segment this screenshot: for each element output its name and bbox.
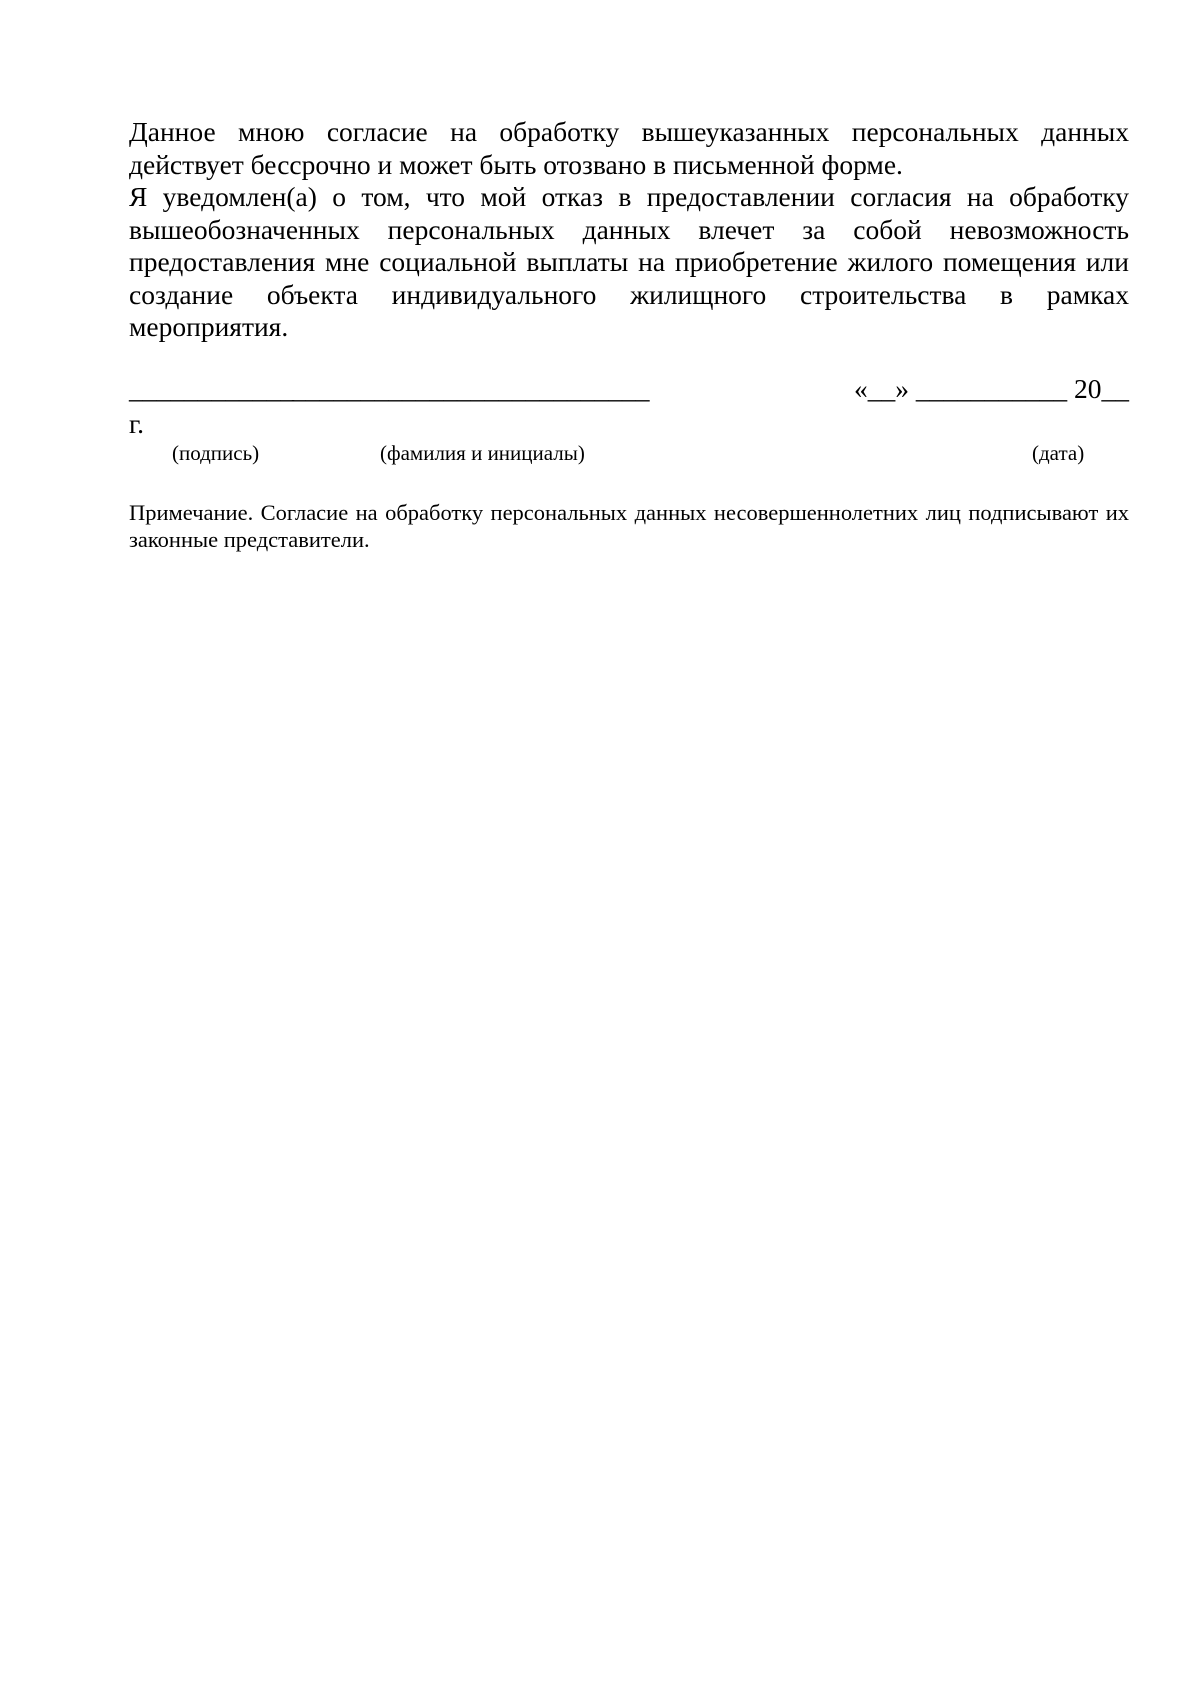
year-suffix: г. (129, 408, 145, 439)
note-paragraph: Примечание. Согласие на обработку персональных данных несовершеннолетних лиц подписывают их законные представители. (129, 500, 1129, 552)
signature-captions (129, 440, 1129, 470)
consent-validity-paragraph: Данное мною согласие на обработку вышеуказанных персональных данных действует бессрочно и может быть отозвано в письменной форме. (129, 116, 1129, 180)
signature-row (129, 373, 1129, 413)
caption-signature: (подпись) (172, 441, 260, 465)
caption-date: (дата) (1032, 441, 1085, 465)
consent-text (129, 116, 1129, 344)
date-blank: «__» ___________ 20__ (854, 373, 1129, 404)
caption-name: (фамилия и инициалы) (380, 441, 585, 465)
signature-blank: ____________ (129, 373, 294, 404)
refusal-notice-paragraph: Я уведомлен(а) о том, что мой отказ в предоставлении согласия на обработку вышеобозначенных персональных данных влечет за собой невозможность предоставления мне социальной выплаты на приобретение жилого помещения или создание объекта индивидуального жилищного строительства в рамках мероприятия. (129, 181, 1129, 342)
name-blank: __________________________ (292, 373, 650, 404)
